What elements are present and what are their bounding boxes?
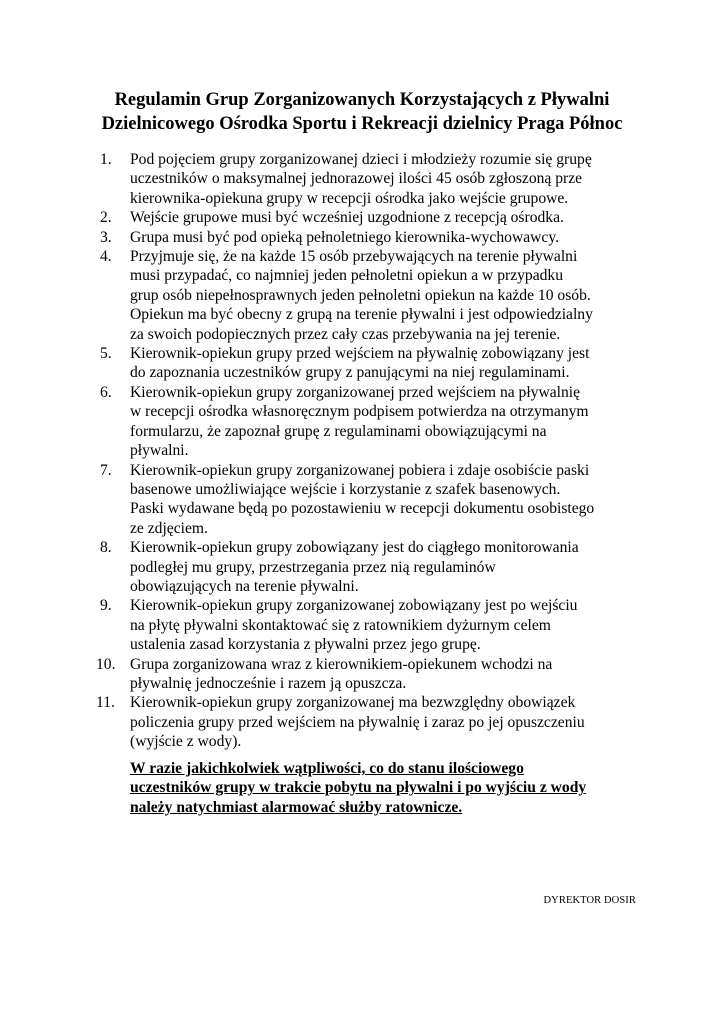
rule-text-line: na płytę pływalni skontaktować się z ratownikiem dyżurnym celem: [130, 616, 551, 634]
rule-number: 5.: [100, 345, 112, 363]
rule-text-line: pływalni.: [130, 442, 189, 460]
warning-line: uczestników grupy w trakcie pobytu na pływalni i po wyjściu z wody: [130, 779, 587, 797]
rule-number: 3.: [100, 228, 112, 246]
rule-text-line: Kierownik-opiekun grupy zorganizowanej przed wejściem na pływalnię: [130, 383, 581, 401]
rule-text-line: Przyjmuje się, że na każde 15 osób przebywających na terenie pływalni: [130, 248, 578, 266]
rule-item: [100, 344, 660, 383]
rule-number: 8.: [100, 539, 112, 557]
warning-line: W razie jakichkolwiek wątpliwości, co do stanu ilościowego: [130, 760, 524, 777]
warning-line: należy natychmiast alarmować służby ratownicze.: [130, 798, 463, 816]
rule-text-line: Pod pojęciem grupy zorganizowanej dzieci i młodzieży rozumie się grupę: [130, 151, 592, 168]
rule-text-line: Kierownik-opiekun grupy zorganizowanej zobowiązany jest po wejściu: [130, 597, 578, 615]
rule-text-line: kierownika-opiekuna grupy w recepcji ośrodka jako wejście grupowe.: [130, 189, 569, 207]
rule-text-line: Wejście grupowe musi być wcześniej uzgodnione z recepcją ośrodka.: [130, 209, 564, 227]
rules-list: [96, 150, 660, 752]
rule-item: [100, 247, 660, 344]
rule-text-line: musi przypadać, co najmniej jeden pełnoletni opiekun a w przypadku: [130, 267, 564, 285]
rule-text-line: ze zdjęciem.: [130, 519, 208, 537]
rule-item: [100, 383, 660, 461]
rule-number: 9.: [100, 597, 112, 615]
title-line: Dzielnicowego Ośrodka Sportu i Rekreacji dzielnicy Praga Północ: [101, 114, 623, 134]
rule-text-line: podległej mu grupy, przestrzegania przez nią regulaminów: [130, 558, 496, 576]
rule-number: 4.: [100, 248, 112, 266]
rule-number: 10.: [96, 655, 116, 673]
rule-number: 6.: [100, 383, 112, 401]
rule-text-line: Kierownik-opiekun grupy przed wejściem na pływalnię zobowiązany jest: [130, 345, 590, 363]
rule-item: [96, 655, 660, 694]
rule-text-line: policzenia grupy przed wejściem na pływalnię i zaraz po jej opuszczeniu: [130, 713, 585, 731]
rule-item: [100, 538, 660, 596]
rule-text-line: w recepcji ośrodka własnoręcznym podpisem potwierdza na otrzymanym: [130, 403, 589, 421]
rule-item: [100, 461, 660, 539]
rule-item: [100, 596, 660, 654]
rule-text-line: do zapoznania uczestników grupy z panującymi na niej regulaminami.: [130, 364, 570, 382]
rule-text-line: Kierownik-opiekun grupy zobowiązany jest do ciągłego monitorowania: [130, 539, 579, 557]
warning-notice: [130, 759, 660, 817]
signature: DYREKTOR DOSIR: [543, 895, 636, 906]
rule-text-line: grup osób niepełnosprawnych jeden pełnoletni opiekun na każde 10 osób.: [130, 286, 591, 304]
rule-text-line: Paski wydawane będą po pozostawieniu w recepcji dokumentu osobistego: [130, 500, 595, 518]
rule-text-line: formularzu, że zapoznał grupę z regulaminami obowiązującymi na: [130, 422, 547, 440]
rule-text-line: Kierownik-opiekun grupy zorganizowanej ma bezwzględny obowiązek: [130, 694, 576, 712]
rule-item: [96, 693, 660, 751]
rule-item: [100, 228, 660, 247]
rule-text-line: ustalenia zasad korzystania z pływalni przez jego grupę.: [130, 636, 481, 654]
rule-text-line: Kierownik-opiekun grupy zorganizowanej pobiera i zdaje osobiście paski: [130, 461, 590, 479]
rule-text-line: za swoich podopiecznych przez cały czas przebywania na jej terenie.: [130, 325, 561, 343]
rule-text-line: basenowe umożliwiające wejście i korzystanie z szafek basenowych.: [130, 480, 561, 498]
rule-number: 1.: [100, 151, 112, 168]
rule-text-line: pływalnię jednocześnie i razem ją opuszcza.: [130, 674, 407, 692]
rule-item: [100, 150, 660, 208]
title-line: Regulamin Grup Zorganizowanych Korzystających z Pływalni: [114, 90, 610, 110]
rule-text-line: Grupa zorganizowana wraz z kierownikiem-opiekunem wchodzi na: [130, 655, 553, 673]
rule-item: [100, 208, 660, 227]
rule-text-line: Opiekun ma być obecny z grupą na terenie pływalni i jest odpowiedzialny: [130, 306, 593, 324]
rule-text-line: obowiązujących na terenie pływalni.: [130, 577, 359, 595]
rule-number: 11.: [96, 694, 115, 712]
rule-number: 2.: [100, 209, 112, 227]
document-title: [60, 88, 664, 136]
rule-text-line: (wyjście z wody).: [130, 733, 242, 751]
rule-text-line: uczestników o maksymalnej jednorazowej ilości 45 osób zgłoszoną prze: [130, 170, 583, 188]
rule-text-line: Grupa musi być pod opieką pełnoletniego kierownika-wychowawcy.: [130, 228, 559, 246]
rule-number: 7.: [100, 461, 112, 479]
